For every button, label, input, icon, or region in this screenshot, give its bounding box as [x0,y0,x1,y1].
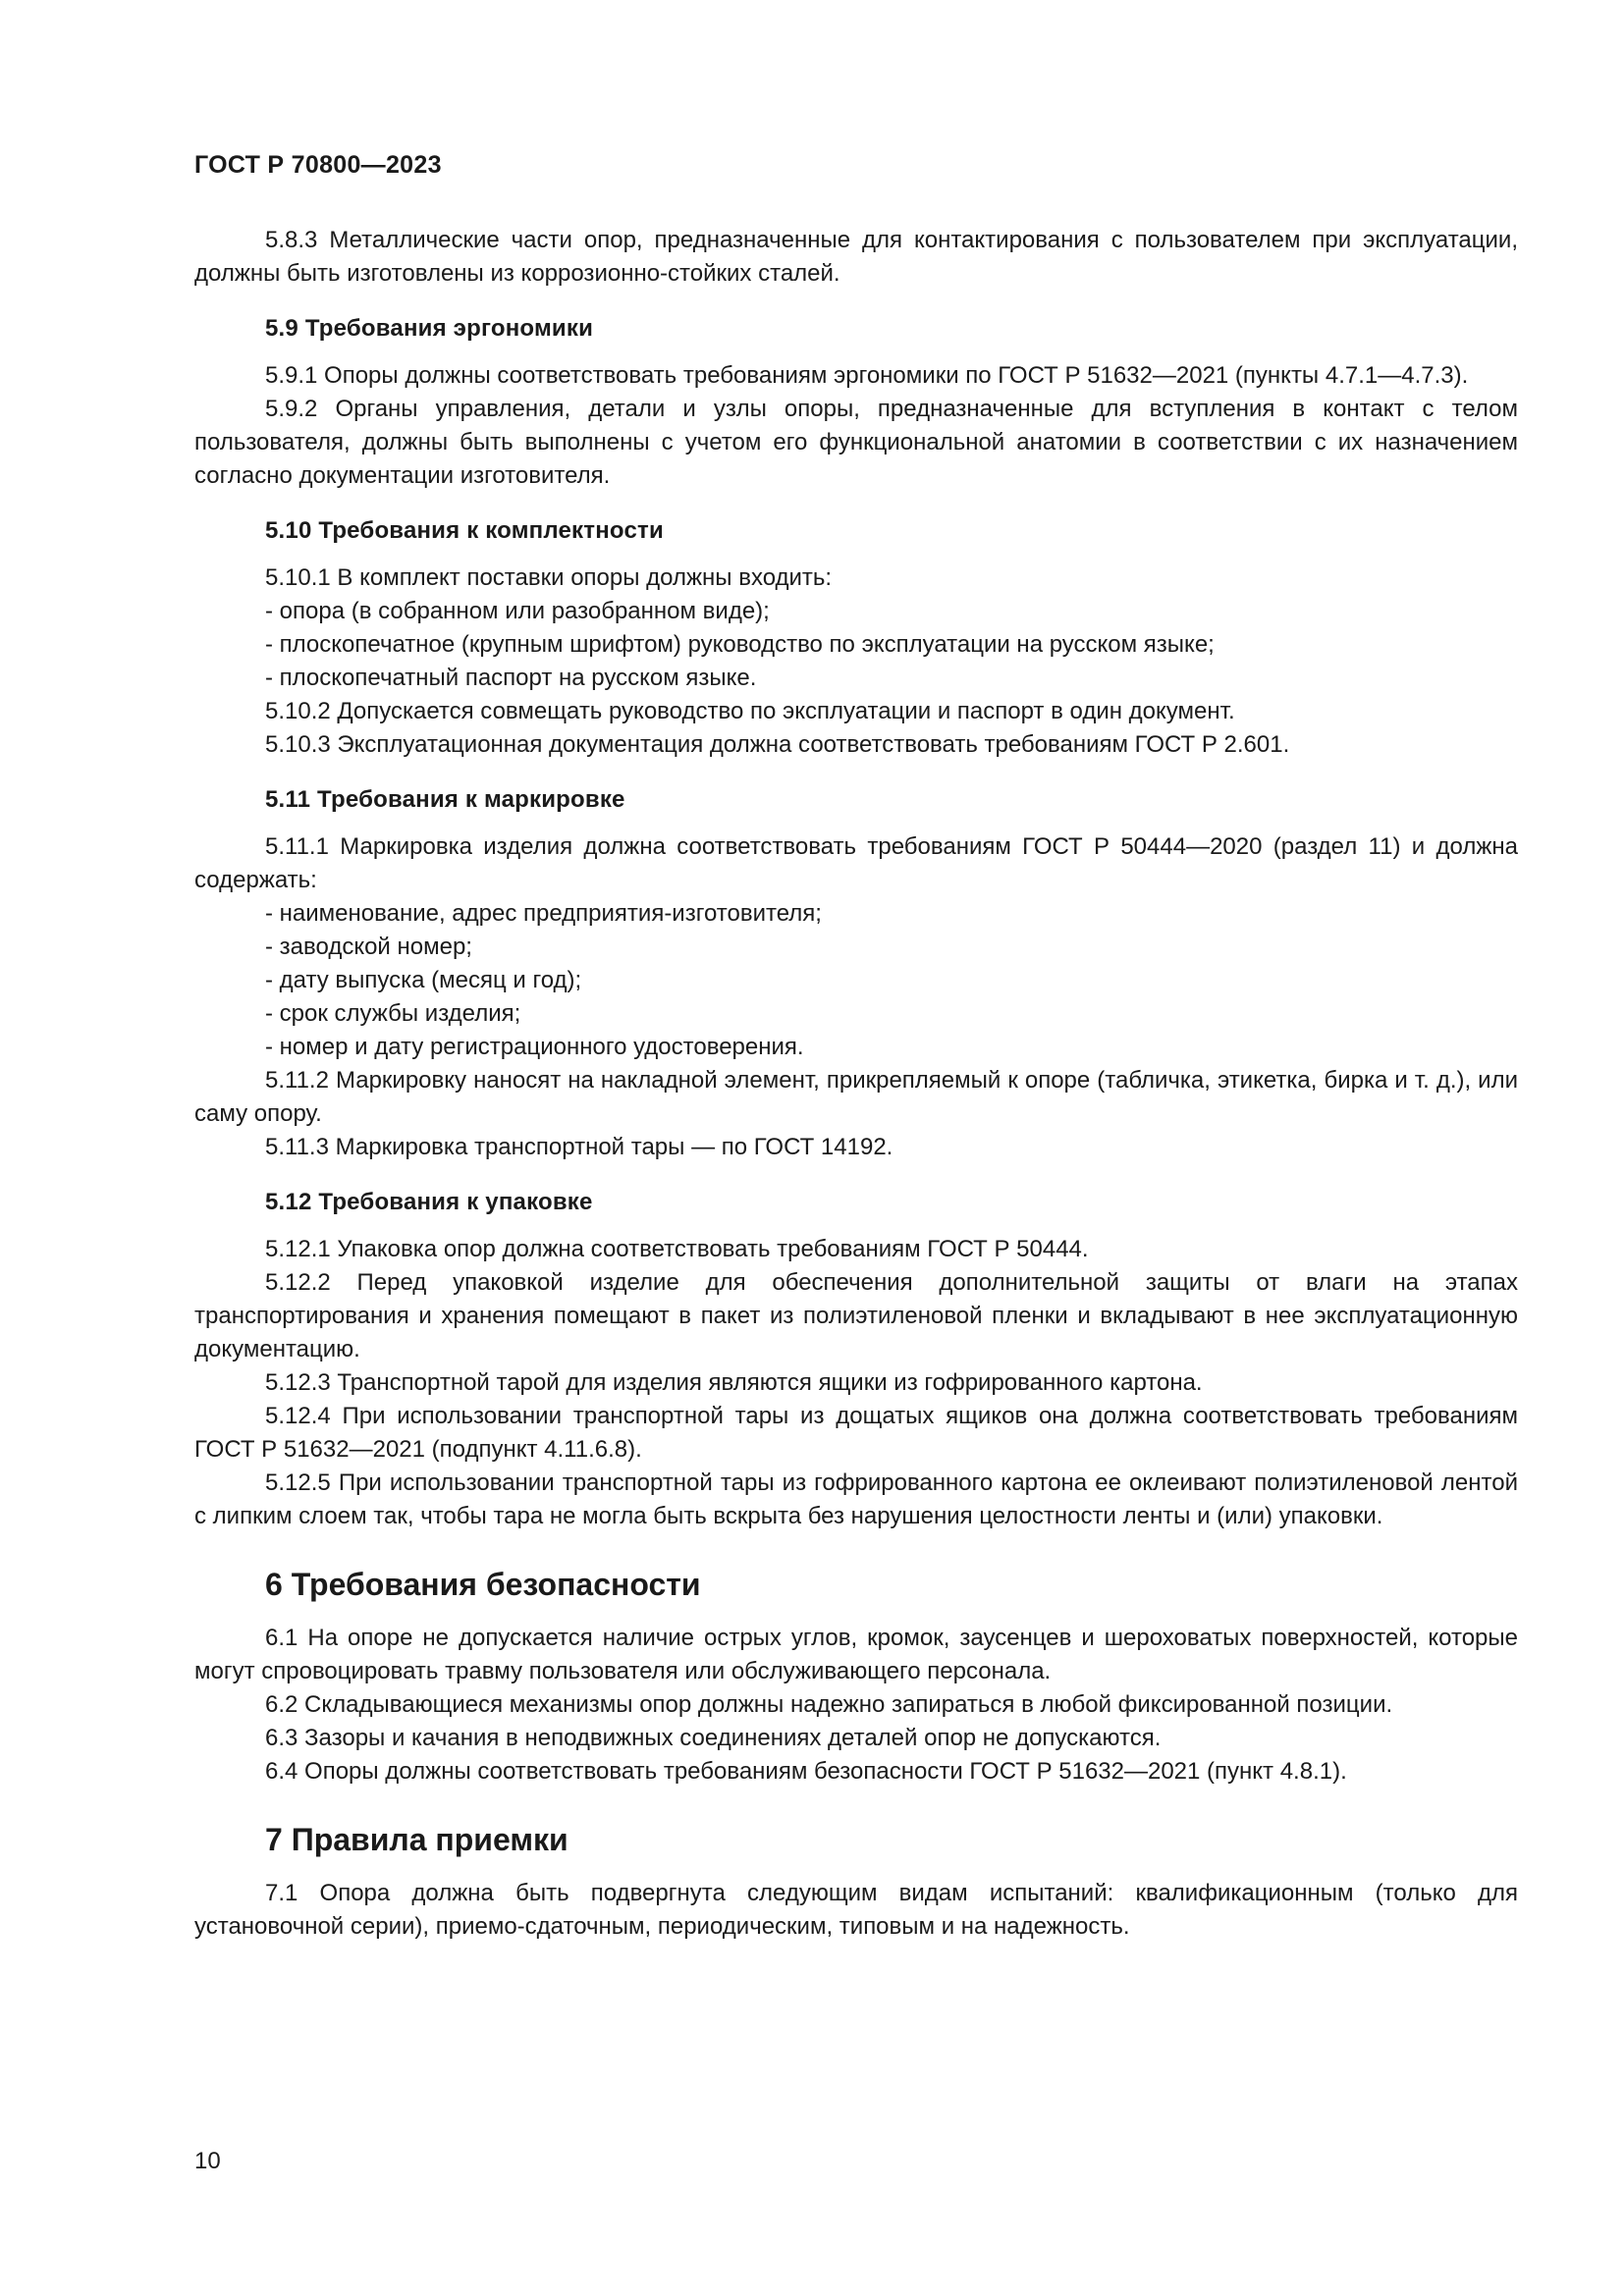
list-item: - дату выпуска (месяц и год); [265,967,582,993]
paragraph-5-12-1: 5.12.1 Упаковка опор должна соответствовать требованиям ГОСТ Р 50444. [265,1236,1089,1262]
page-number: 10 [194,2148,221,2174]
paragraph-5-11-1: 5.11.1 Маркировка изделия должна соответствовать требованиям ГОСТ Р 50444—2020 (раздел 11) и должна содержать: [194,833,1518,893]
paragraph-5-12-3: 5.12.3 Транспортной тарой для изделия являются ящики из гофрированного картона. [265,1369,1203,1396]
list-item: - плоскопечатное (крупным шрифтом) руководство по эксплуатации на русском языке; [265,631,1215,658]
paragraph-5-9-1: 5.9.1 Опоры должны соответствовать требованиям эргономики по ГОСТ Р 51632—2021 (пункты 4.7.1—4.7.3). [265,362,1469,389]
list-item: - плоскопечатный паспорт на русском языке. [265,665,757,691]
heading-section-7: 7 Правила приемки [265,1822,568,1857]
paragraph-5-11-2: 5.11.2 Маркировку наносят на накладной элемент, прикрепляемый к опоре (табличка, этикетка, бирка и т. д.), или саму опору. [194,1067,1518,1127]
paragraph-6-4: 6.4 Опоры должны соответствовать требованиям безопасности ГОСТ Р 51632—2021 (пункт 4.8.1). [265,1758,1347,1785]
paragraph-5-12-4: 5.12.4 При использовании транспортной тары из дощатых ящиков она должна соответствовать требованиям ГОСТ Р 51632—2021 (подпункт 4.11.6.8). [194,1403,1518,1463]
paragraph-5-11-3: 5.11.3 Маркировка транспортной тары — по ГОСТ 14192. [265,1134,893,1160]
list-item: - наименование, адрес предприятия-изготовителя; [265,900,822,927]
paragraph-6-3: 6.3 Зазоры и качания в неподвижных соединениях деталей опор не допускаются. [265,1725,1162,1751]
list-item: - опора (в собранном или разобранном виде); [265,598,770,624]
paragraph-5-9-2: 5.9.2 Органы управления, детали и узлы опоры, предназначенные для вступления в контакт с телом пользователя, должны быть выполнены с учетом его функциональной анатомии в соответствии с их назначением согласно документации изготовителя. [194,396,1518,489]
paragraph-5-10-3: 5.10.3 Эксплуатационная документация должна соответствовать требованиям ГОСТ Р 2.601. [265,731,1290,758]
heading-section-6: 6 Требования безопасности [265,1567,701,1602]
list-item: - срок службы изделия; [265,1000,521,1027]
list-item: - заводской номер; [265,934,472,960]
heading-5-11: 5.11 Требования к маркировке [265,786,625,813]
paragraph-6-1: 6.1 На опоре не допускается наличие острых углов, кромок, заусенцев и шероховатых поверхностей, которые могут спровоцировать травму пользователя или обслуживающего персонала. [194,1625,1518,1684]
paragraph-6-2: 6.2 Складывающиеся механизмы опор должны надежно запираться в любой фиксированной позиции. [265,1691,1393,1718]
paragraph-5-12-5: 5.12.5 При использовании транспортной тары из гофрированного картона ее оклеивают полиэтиленовой лентой с липким слоем так, чтобы тара не могла быть вскрыта без нарушения целостности ленты и (или) упаковки. [194,1469,1518,1529]
list-item: - номер и дату регистрационного удостоверения. [265,1034,804,1060]
paragraph-5-8-3: 5.8.3 Металлические части опор, предназначенные для контактирования с пользователем при эксплуатации, должны быть изготовлены из коррозионно-стойких сталей. [194,227,1518,287]
heading-5-9: 5.9 Требования эргономики [265,315,594,342]
heading-5-12: 5.12 Требования к упаковке [265,1189,593,1215]
document-code-header: ГОСТ Р 70800—2023 [194,151,442,179]
paragraph-7-1: 7.1 Опора должна быть подвергнута следующим видам испытаний: квалификационным (только для установочной серии), приемо-сдаточным, периодическим, типовым и на надежность. [194,1880,1518,1940]
paragraph-5-10-2: 5.10.2 Допускается совмещать руководство по эксплуатации и паспорт в один документ. [265,698,1235,724]
document-body [194,224,1518,1944]
paragraph-5-10-1: 5.10.1 В комплект поставки опоры должны входить: [265,564,833,591]
paragraph-5-12-2: 5.12.2 Перед упаковкой изделие для обеспечения дополнительной защиты от влаги на этапах транспортирования и хранения помещают в пакет из полиэтиленовой пленки и вкладывают в нее эксплуатационную документацию. [194,1269,1518,1362]
heading-5-10: 5.10 Требования к комплектности [265,517,664,544]
